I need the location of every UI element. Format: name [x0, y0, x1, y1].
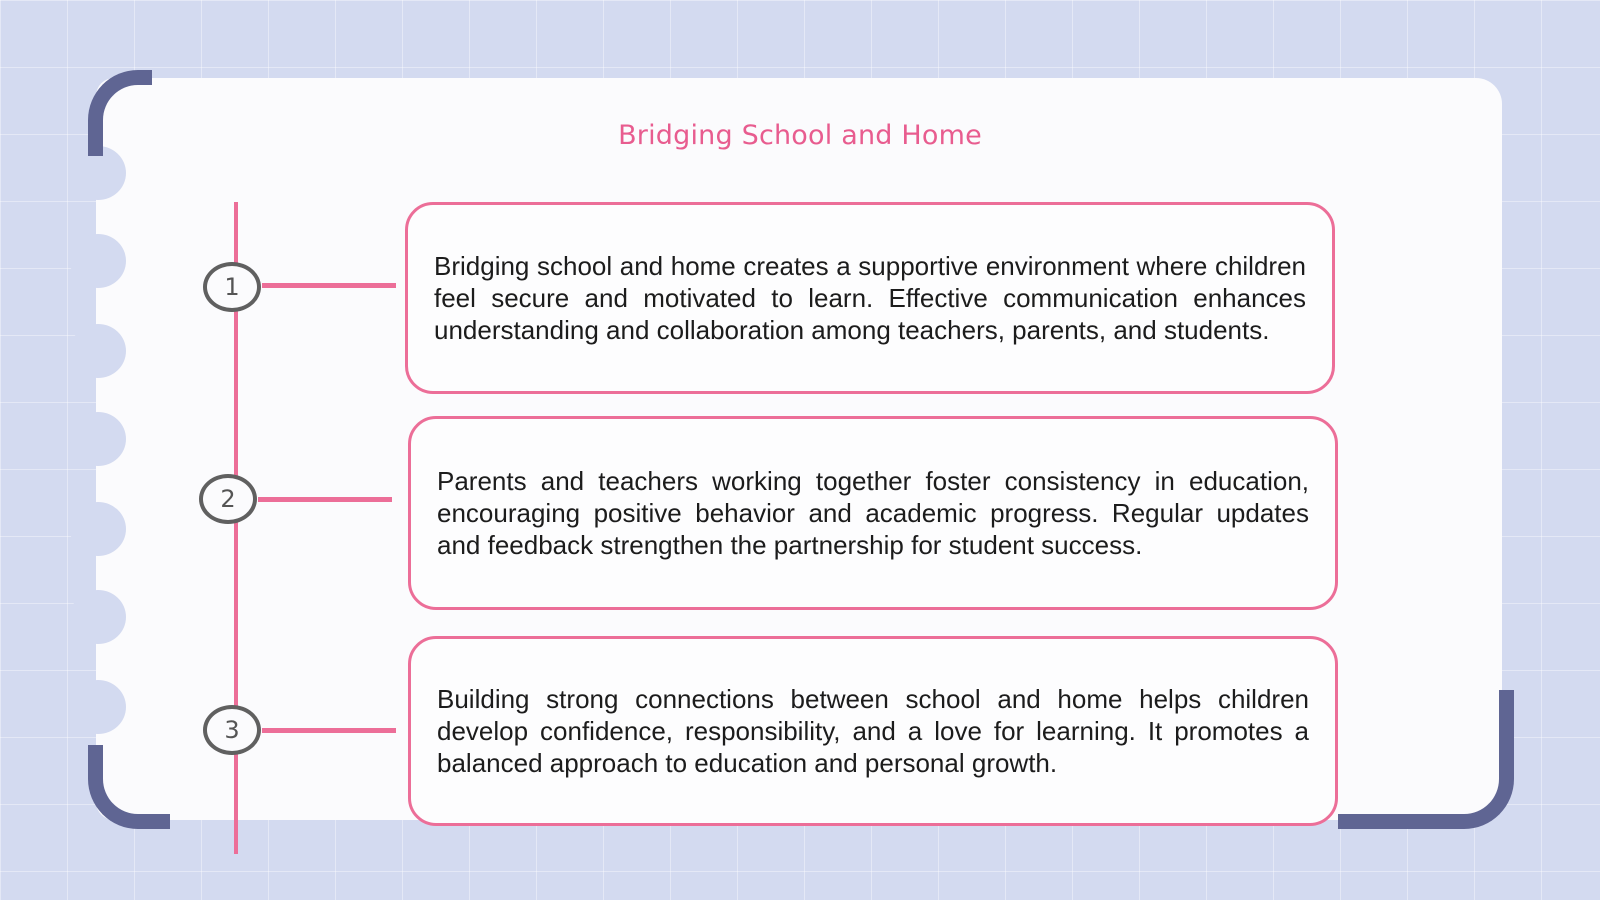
step-text-2: Parents and teachers working together foster consistency in education, encouraging positive behavior and academic progress. Regular updates and feedback strengthen the partnership for student success. [437, 466, 1309, 560]
paper-notch [70, 502, 126, 556]
corner-bracket-bottom-right [1338, 690, 1514, 829]
slide-title: Bridging School and Home [618, 120, 982, 151]
step-card-3 [408, 636, 1338, 826]
paper-notch [70, 590, 126, 644]
corner-bracket-bottom-left [88, 745, 170, 829]
step-number-3: 3 [203, 705, 261, 755]
connector-line-3 [262, 728, 396, 733]
paper-notch [70, 234, 126, 288]
connector-line-1 [262, 283, 396, 288]
connector-line-2 [258, 497, 392, 502]
step-number-2: 2 [199, 474, 257, 524]
paper-notch [70, 324, 126, 378]
step-number-1: 1 [203, 262, 261, 312]
step-text-3: Building strong connections between school and home helps children develop confidence, responsibility, and a love for learning. It promotes a balanced approach to education and personal growth. [437, 684, 1309, 778]
paper-notch [70, 680, 126, 734]
paper-notch [70, 412, 126, 466]
step-card-2 [408, 416, 1338, 610]
step-card-1 [405, 202, 1335, 394]
step-text-1: Bridging school and home creates a supportive environment where children feel secure and motivated to learn. Effective communication enhances understanding and collaboration among teachers, parents, and students. [434, 251, 1306, 345]
